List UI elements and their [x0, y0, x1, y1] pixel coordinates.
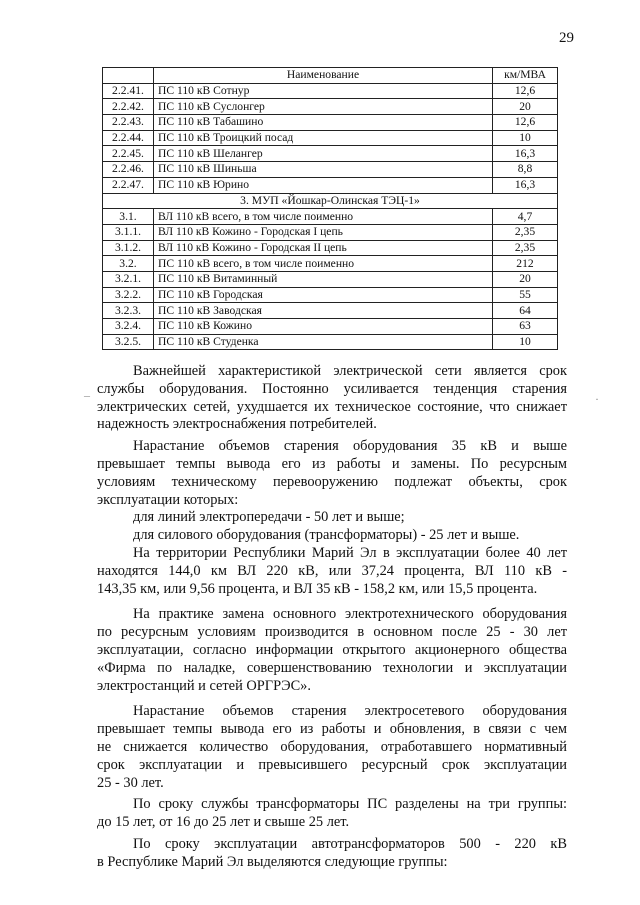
- row-number: 3.2.5.: [103, 334, 154, 350]
- row-number: 2.2.45.: [103, 146, 154, 162]
- row-name: ПС 110 кВ Городская: [154, 287, 493, 303]
- row-number: 3.2.2.: [103, 287, 154, 303]
- text-line: до 15 лет, от 16 до 25 лет и свыше 25 лет.: [97, 814, 350, 831]
- row-name: ПС 110 кВ Шиньша: [154, 162, 493, 178]
- text-line: превышает темпы вывода его из работы и замены. По ресурсным: [97, 455, 567, 472]
- row-value: 212: [493, 256, 558, 272]
- row-value: 4,7: [493, 209, 558, 225]
- text-line: На практике замена основного электротехнического оборудования: [133, 606, 567, 623]
- table-row: [103, 146, 558, 162]
- row-value: 8,8: [493, 162, 558, 178]
- table-row: [103, 209, 558, 225]
- header-name: Наименование: [154, 68, 493, 84]
- paragraph-importance: [97, 363, 567, 434]
- row-number: 2.2.47.: [103, 177, 154, 193]
- row-value: 2,35: [493, 240, 558, 256]
- row-name: ВЛ 110 кВ Кожино - Городская I цепь: [154, 224, 493, 240]
- text-line: Нарастание объемов старения оборудования 35 кВ и выше: [133, 438, 567, 455]
- table-header-row: [103, 68, 558, 84]
- text-line: находятся 144,0 км ВЛ 220 кВ, или 37,24 процента, ВЛ 110 кВ -: [97, 562, 567, 579]
- text-line: срок эксплуатации и превысившего ресурсный срок эксплуатации: [97, 756, 567, 773]
- row-name: ПС 110 кВ Троицкий посад: [154, 130, 493, 146]
- table-row: [103, 115, 558, 131]
- row-number: 3.2.3.: [103, 303, 154, 319]
- row-name: ПС 110 кВ Табашино: [154, 115, 493, 131]
- row-value: 12,6: [493, 83, 558, 99]
- row-value: 63: [493, 319, 558, 335]
- row-number: 2.2.44.: [103, 130, 154, 146]
- text-line: 25 - 30 лет.: [97, 774, 164, 791]
- table-row: [103, 240, 558, 256]
- paragraph-autotransformer-groups: [97, 836, 567, 872]
- row-number: 3.1.2.: [103, 240, 154, 256]
- paragraph-lines-term: для линий электропередачи - 50 лет и выше;: [133, 509, 405, 526]
- text-line: условиям техническому перевооружению подлежат объекты, срок: [97, 473, 567, 490]
- paragraph-mari-el: [97, 545, 567, 598]
- row-value: 64: [493, 303, 558, 319]
- text-line: электрических сетей, ухудшается их техническое состояние, что снижает: [97, 398, 567, 415]
- page-number: 29: [559, 30, 574, 46]
- row-number: 2.2.46.: [103, 162, 154, 178]
- paragraph-transformer-groups: [97, 796, 567, 832]
- row-number: 3.2.1.: [103, 271, 154, 287]
- table-row: [103, 224, 558, 240]
- section-title: 3. МУП «Йошкар-Олинская ТЭЦ-1»: [103, 193, 558, 209]
- text-line: превышает темпы вывода его из работы и обновления, в связи с чем: [97, 721, 567, 738]
- row-name: ПС 110 кВ всего, в том числе поименно: [154, 256, 493, 272]
- row-name: ПС 110 кВ Витаминный: [154, 271, 493, 287]
- row-number: 2.2.43.: [103, 115, 154, 131]
- text-line: в Республике Марий Эл выделяются следующие группы:: [97, 853, 448, 870]
- text-line: эксплуатации которых:: [97, 491, 239, 508]
- scan-speck: –: [84, 388, 90, 402]
- row-number: 2.2.42.: [103, 99, 154, 115]
- body-text: [97, 363, 567, 872]
- table-row: [103, 303, 558, 319]
- paragraph-grid-aging: [97, 703, 567, 792]
- table-row: [103, 256, 558, 272]
- row-name: ПС 110 кВ Суслонгер: [154, 99, 493, 115]
- row-name: ПС 110 кВ Заводская: [154, 303, 493, 319]
- paragraph-equipment-term: для силового оборудования (трансформаторы) - 25 лет и выше.: [133, 527, 520, 544]
- row-value: 20: [493, 99, 558, 115]
- row-name: ПС 110 кВ Кожино: [154, 319, 493, 335]
- paragraph-replacement-practice: [97, 606, 567, 695]
- row-number: 3.2.: [103, 256, 154, 272]
- table-row: [103, 287, 558, 303]
- row-name: ПС 110 кВ Сотнур: [154, 83, 493, 99]
- row-value: 16,3: [493, 146, 558, 162]
- header-value: км/МВА: [493, 68, 558, 84]
- row-value: 12,6: [493, 115, 558, 131]
- text-line: «Фирма по наладке, совершенствованию технологии и эксплуатации: [97, 659, 567, 676]
- row-value: 2,35: [493, 224, 558, 240]
- table-row: [103, 177, 558, 193]
- text-line: Важнейшей характеристикой электрической сети является срок: [133, 363, 567, 379]
- row-value: 55: [493, 287, 558, 303]
- table-row: [103, 130, 558, 146]
- text-line: 143,35 км, или 9,56 процента, и ВЛ 35 кВ - 158,2 км, или 15,5 процента.: [97, 580, 538, 597]
- row-value: 20: [493, 271, 558, 287]
- text-line: электростанций и сетей ОРГРЭС».: [97, 677, 311, 694]
- header-number: [103, 68, 154, 84]
- row-number: 3.2.4.: [103, 319, 154, 335]
- table-row: [103, 271, 558, 287]
- text-line: не снижается количество оборудования, отработавшего нормативный: [97, 738, 567, 755]
- text-line: На территории Республики Марий Эл в эксплуатации более 40 лет: [133, 544, 567, 561]
- text-line: службы оборудования. Постоянно усиливается тенденция старения: [97, 380, 567, 397]
- row-number: 2.2.41.: [103, 83, 154, 99]
- row-name: ПС 110 кВ Шелангер: [154, 146, 493, 162]
- row-name: ВЛ 110 кВ всего, в том числе поименно: [154, 209, 493, 225]
- text-line: Нарастание объемов старения электросетевого оборудования: [133, 703, 567, 720]
- row-value: 16,3: [493, 177, 558, 193]
- table-row: [103, 83, 558, 99]
- table-row: [103, 99, 558, 115]
- row-value: 10: [493, 130, 558, 146]
- row-number: 3.1.: [103, 209, 154, 225]
- text-line: По сроку эксплуатации автотрансформаторов 500 - 220 кВ: [133, 835, 567, 852]
- text-line: По сроку службы трансформаторы ПС разделены на три группы:: [133, 796, 567, 813]
- scan-speck: ·: [595, 392, 599, 406]
- equipment-table: [102, 67, 558, 350]
- text-line: надежность электроснабжения потребителей.: [97, 416, 377, 433]
- table-row: [103, 334, 558, 350]
- row-name: ПС 110 кВ Студенка: [154, 334, 493, 350]
- table-row: [103, 162, 558, 178]
- row-name: ВЛ 110 кВ Кожино - Городская II цепь: [154, 240, 493, 256]
- row-value: 10: [493, 334, 558, 350]
- row-number: 3.1.1.: [103, 224, 154, 240]
- row-name: ПС 110 кВ Юрино: [154, 177, 493, 193]
- text-line: по ресурсным условиям производится в основном после 25 - 30 лет: [97, 624, 567, 641]
- paragraph-aging-35kv: [97, 438, 567, 509]
- text-line: эксплуатации, согласно информации открытого акционерного общества: [97, 641, 567, 658]
- table-row: [103, 319, 558, 335]
- table-section-row: [103, 193, 558, 209]
